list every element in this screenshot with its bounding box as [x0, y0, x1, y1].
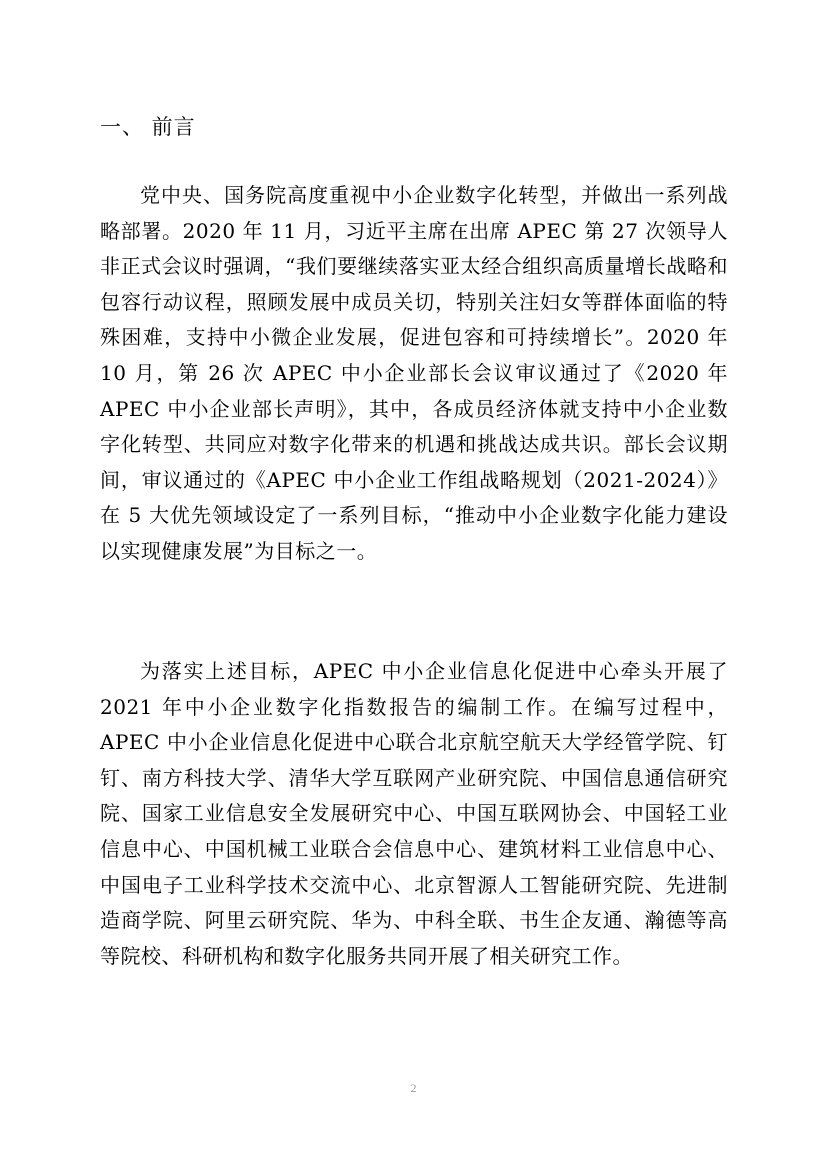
page-number: 2 — [410, 1081, 417, 1095]
section-heading: 一、 前言 — [100, 115, 196, 139]
body-paragraph-2: 为落实上述目标，APEC 中小企业信息化促进中心牵头开展了 2021 年中小企业数字化指数报告的编制工作。在编写过程中，APEC 中小企业信息化促进中心联合北京航空航天大学经管学院、钉钉、南方科技大学、清华大学互联网产业研究院、中国信息通信研究院、国家工业信息安全发展研究中心、中国互联网协会、中国轻工业信息中心、中国机械工业联合会信息中心、建筑材料工业信息中心、中国电子工业科学技术交流中心、北京智源人工智能研究院、先进制造商学院、阿里云研究院、华为、中科全联、书生企友通、瀚德等高等院校、科研机构和数字化服务共同开展了相关研究工作。 — [100, 659, 728, 968]
body-paragraph-1: 党中央、国务院高度重视中小企业数字化转型，并做出一系列战略部署。2020 年 11 月，习近平主席在出席 APEC 第 27 次领导人非正式会议时强调，“我们要继续落实亚太经合组织高质量增长战略和包容行动议程，照顾发展中成员关切，特别关注妇女等群体面临的特殊困难，支持中小微企业发展，促进包容和可持续增长”。2020 年 10 月，第 26 次 APEC 中小企业部长会议审议通过了《2020 年 APEC 中小企业部长声明》，其中，各成员经济体就支持中小企业数字化转型、共同应对数字化带来的机遇和挑战达成共识。部长会议期间，审议通过的《APEC 中小企业工作组战略规划（2021-2024）》在 5 大优先领域设定了一系列目标，“推动中小企业数字化能力建设以实现健康发展”为目标之一。 — [100, 183, 728, 563]
